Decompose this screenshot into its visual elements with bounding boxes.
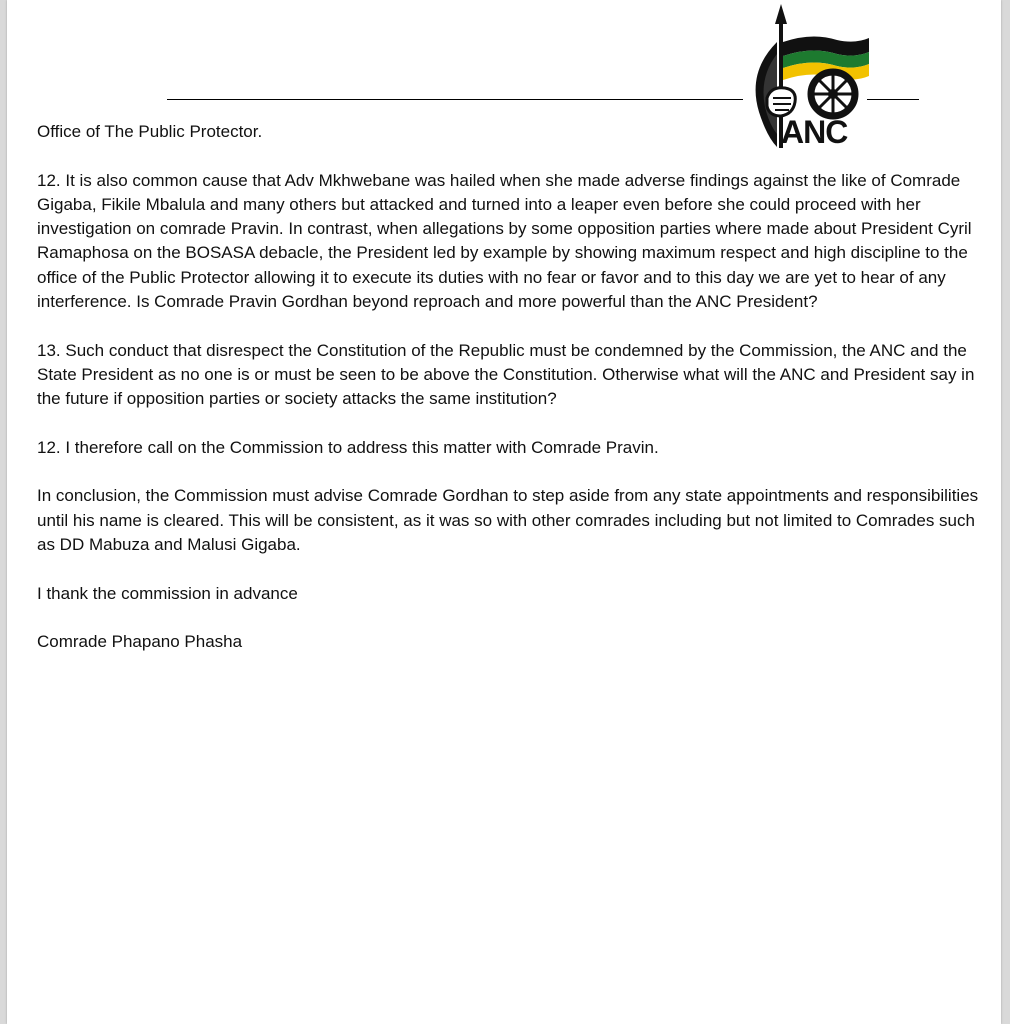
signature-name: Comrade Phapano Phasha: [37, 632, 243, 652]
closing-line: I thank the commission in advance: [37, 583, 298, 603]
document-body: [37, 120, 982, 679]
paragraph-conclusion: In conclusion, the Commission must advise Comrade Gordhan to step aside from any state appointments and responsibilities until his name is cleared. This will be consistent, as it was so with other comrades including but not limited to Comrades such as DD Mabuza and Malusi Gigaba.: [37, 486, 979, 555]
paragraph-12: 12. It is also common cause that Adv Mkhwebane was hailed when she made adverse findings against the like of Comrade Gigaba, Fikile Mbalula and many others but attacked and turned into a leaper even before she could proceed with her investigation on comrade Pravin. In contrast, when allegations by some opposition parties where made about President Cyril Ramaphosa on the BOSASA debacle, the President led by example by showing maximum respect and high discipline to the office of the Public Protector allowing it to execute its duties with no fear or favor and to this day we are yet to hear of any interference. Is Comrade Pravin Gordhan beyond reproach and more powerful than the ANC President?: [37, 170, 972, 312]
document-page: [7, 0, 1001, 1024]
paragraph-13: 13. Such conduct that disrespect the Constitution of the Republic must be condemned by the Commission, the ANC and the State President as no one is or must be seen to be above the Constitution. Otherwise what will the ANC and President say in the future if opposition parties or society attacks the same institution?: [37, 340, 975, 409]
header-rule-left: [167, 99, 743, 100]
paragraph-12-call: 12. I therefore call on the Commission to address this matter with Comrade Pravin.: [37, 437, 659, 457]
anc-logo-text: ANC: [781, 114, 848, 150]
recipient-line: Office of The Public Protector.: [37, 122, 263, 141]
